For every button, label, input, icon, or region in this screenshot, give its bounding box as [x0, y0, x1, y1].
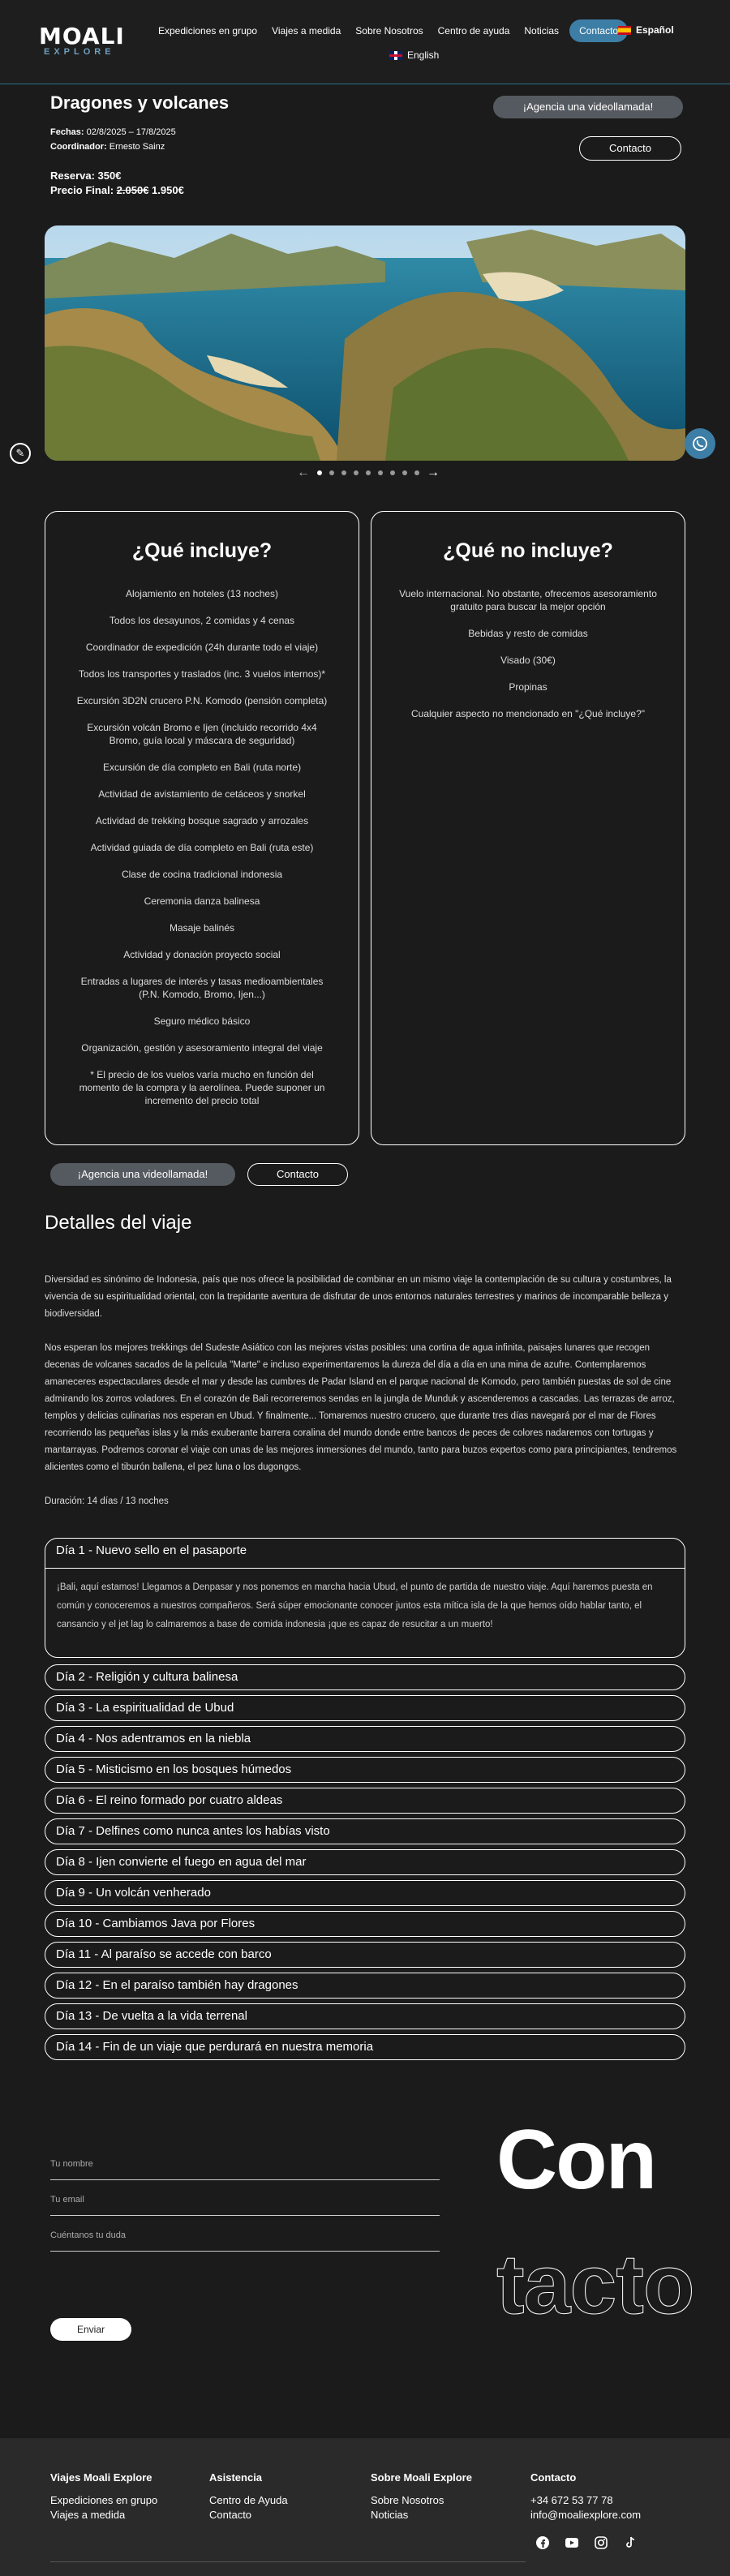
footer — [0, 2438, 730, 2576]
list-item: Organización, gestión y asesoramiento integral del viaje — [81, 1042, 323, 1054]
contact-form — [50, 2148, 440, 2255]
nav-sobre-nosotros[interactable]: Sobre Nosotros — [355, 25, 423, 36]
day-13-item[interactable]: Día 13 - De vuelta a la vida terrenal — [45, 2003, 685, 2029]
footer-link[interactable]: Viajes a medida — [50, 2509, 126, 2521]
nav-expediciones[interactable]: Expediciones en grupo — [158, 25, 258, 36]
price-label: Precio Final: — [50, 184, 114, 196]
footer-col-contacto — [530, 2471, 641, 2522]
details-paragraph: Nos esperan los mejores trekkings del Sudeste Asiático con las mejores vistas posibles: una cortina de agua infinita, paisajes lunares que recogen decenas de volcanes sacados de la película "Marte" e incluso experimentaremos la dureza del día a día en una mina de azufre. Contemplaremos amaneceres espectaculares desde el mar y desde las cumbres de Padar Island en el parque nacional de Komodo, pero también puestas de sol de cine admirando los zorros voladores. En el corazón de Bali recorreremos sendas en la jungla de Munduk y ascenderemos a cascadas. Las terrazas de arroz, templos y delicias culinarias nos esperan en Ubud. Y finalmente... Tomaremos nuestro crucero, que durante tres días navegará por el mar de Flores recorriendo las pequeñas islas y la más exuberante barrera coralina del mundo donde entre bancos de peces de colores nadaremos con tortugas y mantarrayas. Podremos coronar el viaje con unas de las mejores inmersiones del mundo, tanto para buzos expertos como para principiantes, tendremos alicientes como el tiburón ballena, el pez luna o los dugongos. — [45, 1343, 677, 1472]
footer-col-sobre — [371, 2471, 472, 2522]
details-title: Detalles del viaje — [45, 1212, 192, 1234]
day-11-item[interactable]: Día 11 - Al paraíso se accede con barco — [45, 1942, 685, 1968]
footer-link[interactable]: Sobre Nosotros — [371, 2494, 444, 2506]
dates-label: Fechas: — [50, 127, 84, 137]
footer-col-title: Sobre Moali Explore — [371, 2471, 472, 2484]
list-item: Ceremonia danza balinesa — [144, 895, 260, 907]
main-nav — [151, 19, 628, 42]
footer-phone[interactable]: +34 672 53 77 78 — [530, 2494, 613, 2506]
trip-coordinator: Ernesto Sainz — [109, 142, 165, 152]
carousel-dot[interactable] — [390, 470, 395, 475]
footer-email[interactable]: info@moaliexplore.com — [530, 2509, 642, 2521]
question-input[interactable]: Cuéntanos tu duda — [50, 2219, 440, 2252]
itinerary-accordion — [45, 1538, 685, 2065]
footer-col-asistencia — [209, 2471, 288, 2522]
footer-col-title: Viajes Moali Explore — [50, 2471, 152, 2484]
contact-heading-outline: tacto — [496, 2238, 694, 2332]
language-selector[interactable] — [618, 24, 674, 36]
day-10-item[interactable]: Día 10 - Cambiamos Java por Flores — [45, 1911, 685, 1937]
day-4-item[interactable]: Día 4 - Nos adentramos en la niebla — [45, 1726, 685, 1752]
list-item: Propinas — [509, 681, 548, 693]
social-links — [535, 2535, 638, 2550]
day-1-title: Día 1 - Nuevo sello en el pasaporte — [56, 1543, 247, 1557]
includes-title: ¿Qué incluye? — [131, 539, 273, 562]
carousel-dot[interactable] — [378, 470, 383, 475]
footer-link[interactable]: Noticias — [371, 2509, 409, 2521]
day-7-item[interactable]: Día 7 - Delfines como nunca antes los habías visto — [45, 1818, 685, 1844]
instagram-icon[interactable] — [594, 2535, 608, 2550]
day-9-item[interactable]: Día 9 - Un volcán venherado — [45, 1880, 685, 1906]
tiktok-icon[interactable] — [623, 2535, 638, 2550]
list-item: Clase de cocina tradicional indonesia — [121, 869, 283, 880]
nav-centro-ayuda[interactable]: Centro de ayuda — [437, 25, 510, 36]
footer-col-title: Contacto — [530, 2471, 577, 2484]
video-call-button[interactable]: ¡Agencia una videollamada! — [493, 96, 683, 118]
list-item: * El precio de los vuelos varía mucho en función del momento de la compra y la aerolínea. Puede suponer un incremento del precio total — [79, 1069, 325, 1106]
whatsapp-icon[interactable] — [685, 428, 715, 459]
coordinator-label: Coordinador: — [50, 142, 107, 152]
day-6-item[interactable]: Día 6 - El reino formado por cuatro aldeas — [45, 1788, 685, 1814]
list-item: Actividad guiada de día completo en Bali (ruta este) — [90, 842, 314, 853]
list-item: Excursión volcán Bromo e Ijen (incluido recorrido 4x4 Bromo, guía local y máscara de seguridad) — [87, 722, 317, 746]
logo-text: MOALI — [39, 23, 125, 49]
list-item: Entradas a lugares de interés y tasas medioambientales (P.N. Komodo, Bromo, Ijen...) — [80, 976, 324, 1000]
not-includes-list — [371, 587, 685, 720]
final-price: 1.950€ — [152, 184, 184, 196]
trip-price — [50, 169, 184, 198]
day-5-item[interactable]: Día 5 - Misticismo en los bosques húmedos — [45, 1757, 685, 1783]
top-navigation-bar — [0, 0, 730, 84]
contact-button-2[interactable]: Contacto — [247, 1163, 348, 1186]
trip-title: Dragones y volcanes — [50, 92, 230, 113]
day-1-content: ¡Bali, aquí estamos! Llegamos a Denpasar y nos ponemos en marcha hacia Ubud, el punto de partida de nuestro viaje. Aquí haremos puesta en común y conoceremos a nuestros compañeros. Será súper emocionante conocer juntos esta mítica isla de la que hemos oído hablar tanto, el cansancio y el jet lag lo calmaremos a base de comida indonesia ¡que es capaz de resucitar a un muerto! — [45, 1568, 685, 1644]
send-button[interactable]: Enviar — [50, 2318, 131, 2341]
facebook-icon[interactable] — [535, 2535, 550, 2550]
footer-col-title: Asistencia — [209, 2471, 263, 2484]
logo-subtext: EXPLORE — [44, 47, 115, 57]
day-2-item[interactable]: Día 2 - Religión y cultura balinesa — [45, 1664, 685, 1690]
trip-hero-image — [45, 225, 685, 461]
list-item: Actividad de avistamiento de cetáceos y snorkel — [98, 788, 306, 800]
list-item: Visado (30€) — [500, 655, 556, 666]
list-item: Vuelo internacional. No obstante, ofrecemos asesoramiento gratuito para buscar la mejor opción — [399, 588, 657, 612]
contact-button[interactable]: Contacto — [579, 136, 681, 161]
trip-duration: Duración: 14 días / 13 noches — [45, 1496, 169, 1506]
day-8-item[interactable]: Día 8 - Ijen convierte el fuego en agua del mar — [45, 1849, 685, 1875]
includes-box — [45, 511, 359, 1145]
site-logo[interactable] — [39, 23, 125, 57]
name-input[interactable]: Tu nombre — [50, 2148, 440, 2180]
youtube-icon[interactable] — [565, 2535, 579, 2550]
nav-noticias[interactable]: Noticias — [524, 25, 560, 36]
carousel-dot[interactable] — [366, 470, 371, 475]
list-item: Coordinador de expedición (24h durante todo el viaje) — [85, 642, 319, 653]
list-item: Cualquier aspecto no mencionado en "¿Qué incluye?" — [410, 708, 646, 719]
list-item: Actividad y donación proyecto social — [123, 949, 281, 960]
nav-viajes-medida[interactable]: Viajes a medida — [272, 25, 341, 36]
carousel-dot[interactable] — [329, 470, 334, 475]
day-1-item[interactable] — [45, 1538, 685, 1658]
carousel-dot[interactable] — [341, 470, 346, 475]
not-includes-title: ¿Qué no incluye? — [443, 539, 613, 562]
carousel-dot[interactable] — [317, 470, 322, 475]
footer-link[interactable]: Expediciones en grupo — [50, 2494, 158, 2506]
list-item: Todos los transportes y traslados (inc. 3 vuelos internos)* — [78, 668, 326, 680]
language-current: Español — [636, 24, 674, 36]
footer-col-viajes — [50, 2471, 157, 2522]
details-paragraph: Diversidad es sinónimo de Indonesia, país que nos ofrece la posibilidad de combinar en un mismo viaje la contemplación de su cultura y costumbres, la vivencia de su espiritualidad oriental, con la trepidante aventura de disfrutar de unos entornos naturales terrestres y marinos de incomparable belleza y biodiversidad. — [45, 1275, 672, 1319]
carousel-prev-icon[interactable]: ← — [297, 466, 310, 479]
carousel-dot[interactable] — [414, 470, 419, 475]
footer-divider — [50, 2561, 526, 2562]
trip-meta — [50, 125, 176, 154]
list-item: Excursión 3D2N crucero P.N. Komodo (pensión completa) — [76, 695, 328, 706]
carousel-dot[interactable] — [402, 470, 407, 475]
spain-flag-icon — [618, 26, 631, 35]
language-option-english[interactable] — [389, 49, 439, 61]
details-text — [45, 1272, 685, 1527]
list-item: Seguro médico básico — [153, 1015, 251, 1027]
island-landscape-image — [45, 225, 685, 461]
list-item: Masaje balinés — [169, 922, 235, 934]
not-includes-box — [371, 511, 685, 1145]
nav-contact-button[interactable]: Contacto — [569, 19, 628, 42]
day-3-item[interactable]: Día 3 - La espiritualidad de Ubud — [45, 1695, 685, 1721]
contact-heading-solid: Con — [496, 2113, 656, 2207]
day-12-item[interactable]: Día 12 - En el paraíso también hay dragones — [45, 1973, 685, 1999]
old-price: 2.050€ — [116, 184, 149, 196]
video-call-button-2[interactable]: ¡Agencia una videollamada! — [50, 1163, 235, 1186]
list-item: Alojamiento en hoteles (13 noches) — [125, 588, 279, 599]
footer-link[interactable]: Centro de Ayuda — [209, 2494, 288, 2506]
reserve-price: Reserva: 350€ — [50, 170, 122, 182]
carousel-next-icon[interactable]: → — [427, 466, 440, 479]
language-english-label: English — [407, 49, 440, 61]
carousel-dot[interactable] — [354, 470, 359, 475]
includes-list — [45, 587, 359, 1107]
footer-link[interactable]: Contacto — [209, 2509, 252, 2521]
list-item: Actividad de trekking bosque sagrado y arrozales — [95, 815, 309, 826]
accessibility-icon[interactable]: ✎ — [10, 443, 31, 464]
list-item: Todos los desayunos, 2 comidas y 4 cenas — [109, 615, 295, 626]
email-input[interactable]: Tu email — [50, 2183, 440, 2216]
carousel-pagination — [297, 466, 440, 479]
trip-dates: 02/8/2025 – 17/8/2025 — [86, 127, 176, 137]
list-item: Excursión de día completo en Bali (ruta norte) — [102, 762, 302, 773]
day-14-item[interactable]: Día 14 - Fin de un viaje que perdurará en nuestra memoria — [45, 2034, 685, 2060]
list-item: Bebidas y resto de comidas — [468, 628, 588, 639]
uk-flag-icon — [389, 51, 402, 60]
